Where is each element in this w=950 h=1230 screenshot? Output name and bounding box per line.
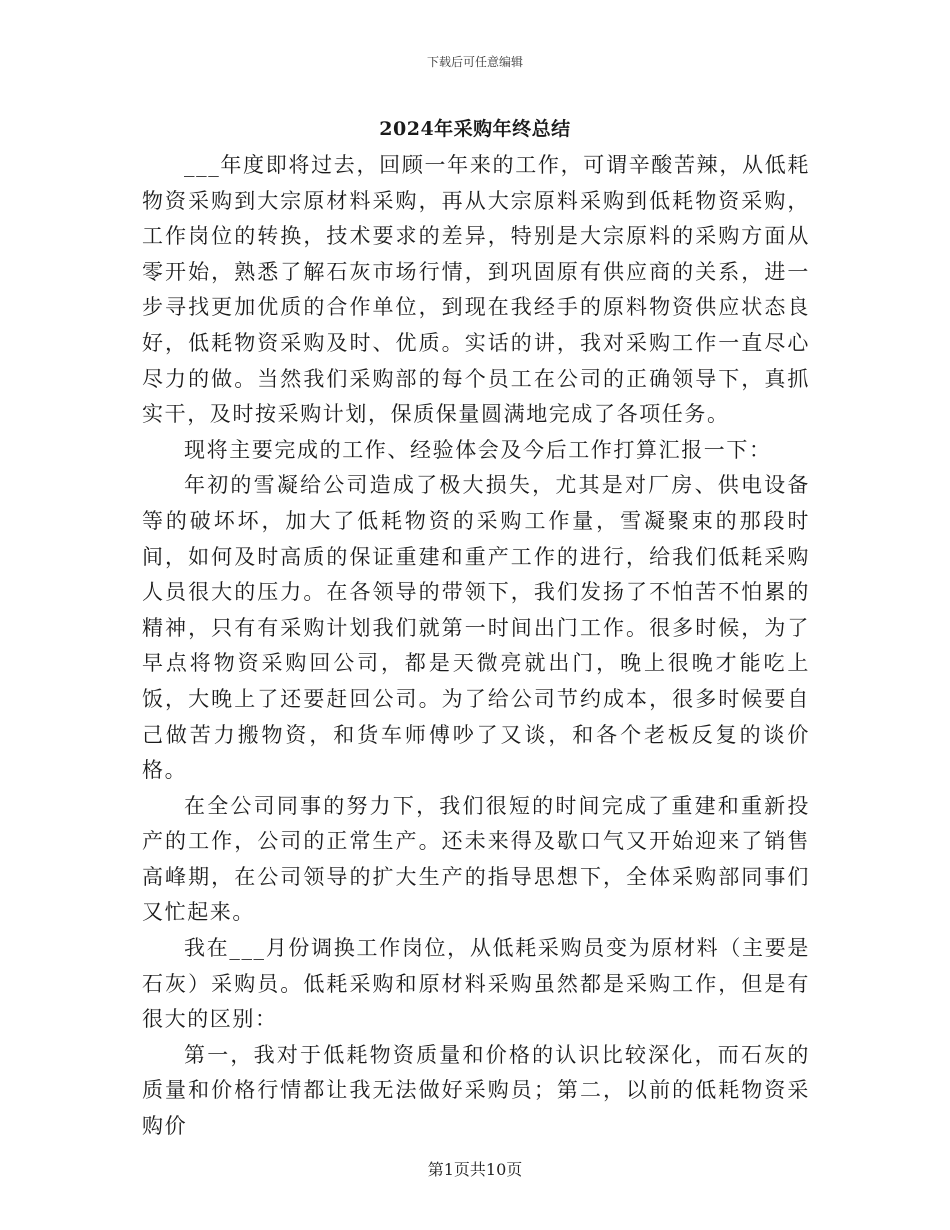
header-note: 下载后可任意编辑 [426, 55, 523, 69]
document-title: 2024年采购年终总结 [379, 118, 571, 140]
paragraph: ___年度即将过去，回顾一年来的工作，可谓辛酸苦辣，从低耗物资采购到大宗原材料采购，再从大宗原料采购到低耗物资采购，工作岗位的转换，技术要求的差异，特别是大宗原料的采购方面从零开始，熟悉了解石灰市场行情，到巩固原有供应商的关系，进一步寻找更加优质的合作单位，到现在我经手的原料物资供应状态良好，低耗物资采购及时、优质。实话的讲，我对采购工作一直尽心尽力的做。当然我们采购部的每个员工在公司的正确领导下，真抓实干，及时按采购计划，保质保量圆满地完成了各项任务。 [142, 153, 810, 427]
paragraph: 现将主要完成的工作、经验体会及今后工作打算汇报一下： [184, 437, 772, 462]
document-body [142, 148, 810, 1145]
paragraph: 在全公司同事的努力下，我们很短的时间完成了重建和重新投产的工作，公司的正常生产。还未来得及歇口气又开始迎来了销售高峰期，在公司领导的扩大生产的指导思想下，全体采购部同事们又忙起来。 [142, 793, 810, 925]
page-number: 第1页共10页 [427, 1160, 523, 1179]
paragraph: 第一，我对于低耗物资质量和价格的认识比较深化，而石灰的质量和价格行情都让我无法做好采购员；第二，以前的低耗物资采购价 [142, 1042, 810, 1139]
paragraph: 年初的雪凝给公司造成了极大损失，尤其是对厂房、供电设备等的破坏坏，加大了低耗物资的采购工作量，雪凝聚束的那段时间，如何及时高质的保证重建和重产工作的进行，给我们低耗采购人员很大的压力。在各领导的带领下，我们发扬了不怕苦不怕累的精神，只有有采购计划我们就第一时间出门工作。很多时候，为了早点将物资采购回公司，都是天微亮就出门，晚上很晚才能吃上饭，大晚上了还要赶回公司。为了给公司节约成本，很多时候要自己做苦力搬物资，和货车师傅吵了又谈，和各个老板反复的谈价格。 [142, 473, 810, 783]
paragraph: 我在___月份调换工作岗位，从低耗采购员变为原材料（主要是石灰）采购员。低耗采购和原材料采购虽然都是采购工作，但是有很大的区别： [142, 936, 810, 1032]
